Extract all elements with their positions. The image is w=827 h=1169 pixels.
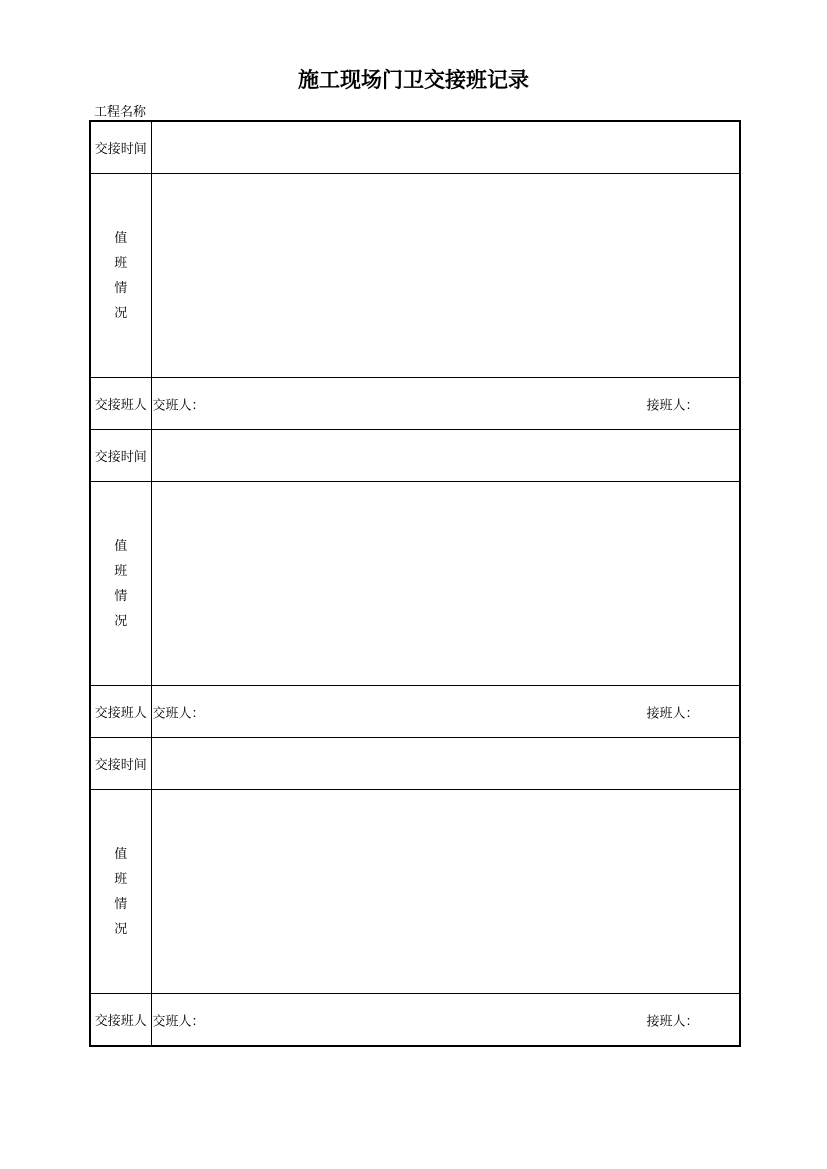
handover-record-table	[89, 120, 741, 1047]
duty-situation-label	[90, 174, 151, 378]
duty-label-char: 情	[114, 280, 128, 296]
duty-label-char: 情	[114, 588, 128, 604]
handover-time-label: 交接时间	[90, 430, 151, 482]
duty-label-char: 值	[114, 538, 128, 554]
handover-time-row	[90, 121, 740, 174]
handover-time-field[interactable]	[151, 738, 740, 790]
handover-persons-row	[90, 686, 740, 738]
handover-time-field[interactable]	[151, 430, 740, 482]
duty-label-char: 情	[114, 896, 128, 912]
receiver-person-label: 接班人：	[646, 398, 699, 413]
duty-situation-field[interactable]	[151, 174, 740, 378]
duty-label-char: 班	[114, 871, 128, 887]
duty-situation-row	[90, 790, 740, 994]
handover-time-label: 交接时间	[90, 738, 151, 790]
handover-persons-label: 交接班人	[90, 378, 151, 430]
duty-situation-label	[90, 790, 151, 994]
duty-situation-label	[90, 482, 151, 686]
duty-label-char: 况	[114, 921, 128, 937]
duty-label-char: 况	[114, 305, 128, 321]
handover-person-label: 交班人：	[152, 706, 205, 721]
handover-persons-field[interactable]	[151, 686, 740, 738]
handover-time-row	[90, 430, 740, 482]
duty-label-char: 况	[114, 613, 128, 629]
receiver-person-label: 接班人：	[646, 706, 699, 721]
handover-persons-field[interactable]	[151, 378, 740, 430]
duty-label-char: 班	[114, 563, 128, 579]
handover-persons-field[interactable]	[151, 994, 740, 1047]
handover-person-label: 交班人：	[152, 1014, 205, 1029]
receiver-person-label: 接班人：	[646, 1014, 699, 1029]
duty-situation-row	[90, 482, 740, 686]
duty-situation-field[interactable]	[151, 482, 740, 686]
project-name-label: 工程名称	[94, 105, 147, 120]
handover-time-row	[90, 738, 740, 790]
duty-label-char: 值	[114, 846, 128, 862]
handover-persons-row	[90, 994, 740, 1047]
handover-persons-label: 交接班人	[90, 686, 151, 738]
handover-time-field[interactable]	[151, 121, 740, 174]
duty-label-char: 班	[114, 255, 128, 271]
duty-label-char: 值	[114, 230, 128, 246]
duty-situation-row	[90, 174, 740, 378]
handover-persons-label: 交接班人	[90, 994, 151, 1047]
handover-time-label: 交接时间	[90, 121, 151, 174]
handover-persons-row	[90, 378, 740, 430]
document-title: 施工现场门卫交接班记录	[298, 67, 529, 92]
handover-person-label: 交班人：	[152, 398, 205, 413]
duty-situation-field[interactable]	[151, 790, 740, 994]
